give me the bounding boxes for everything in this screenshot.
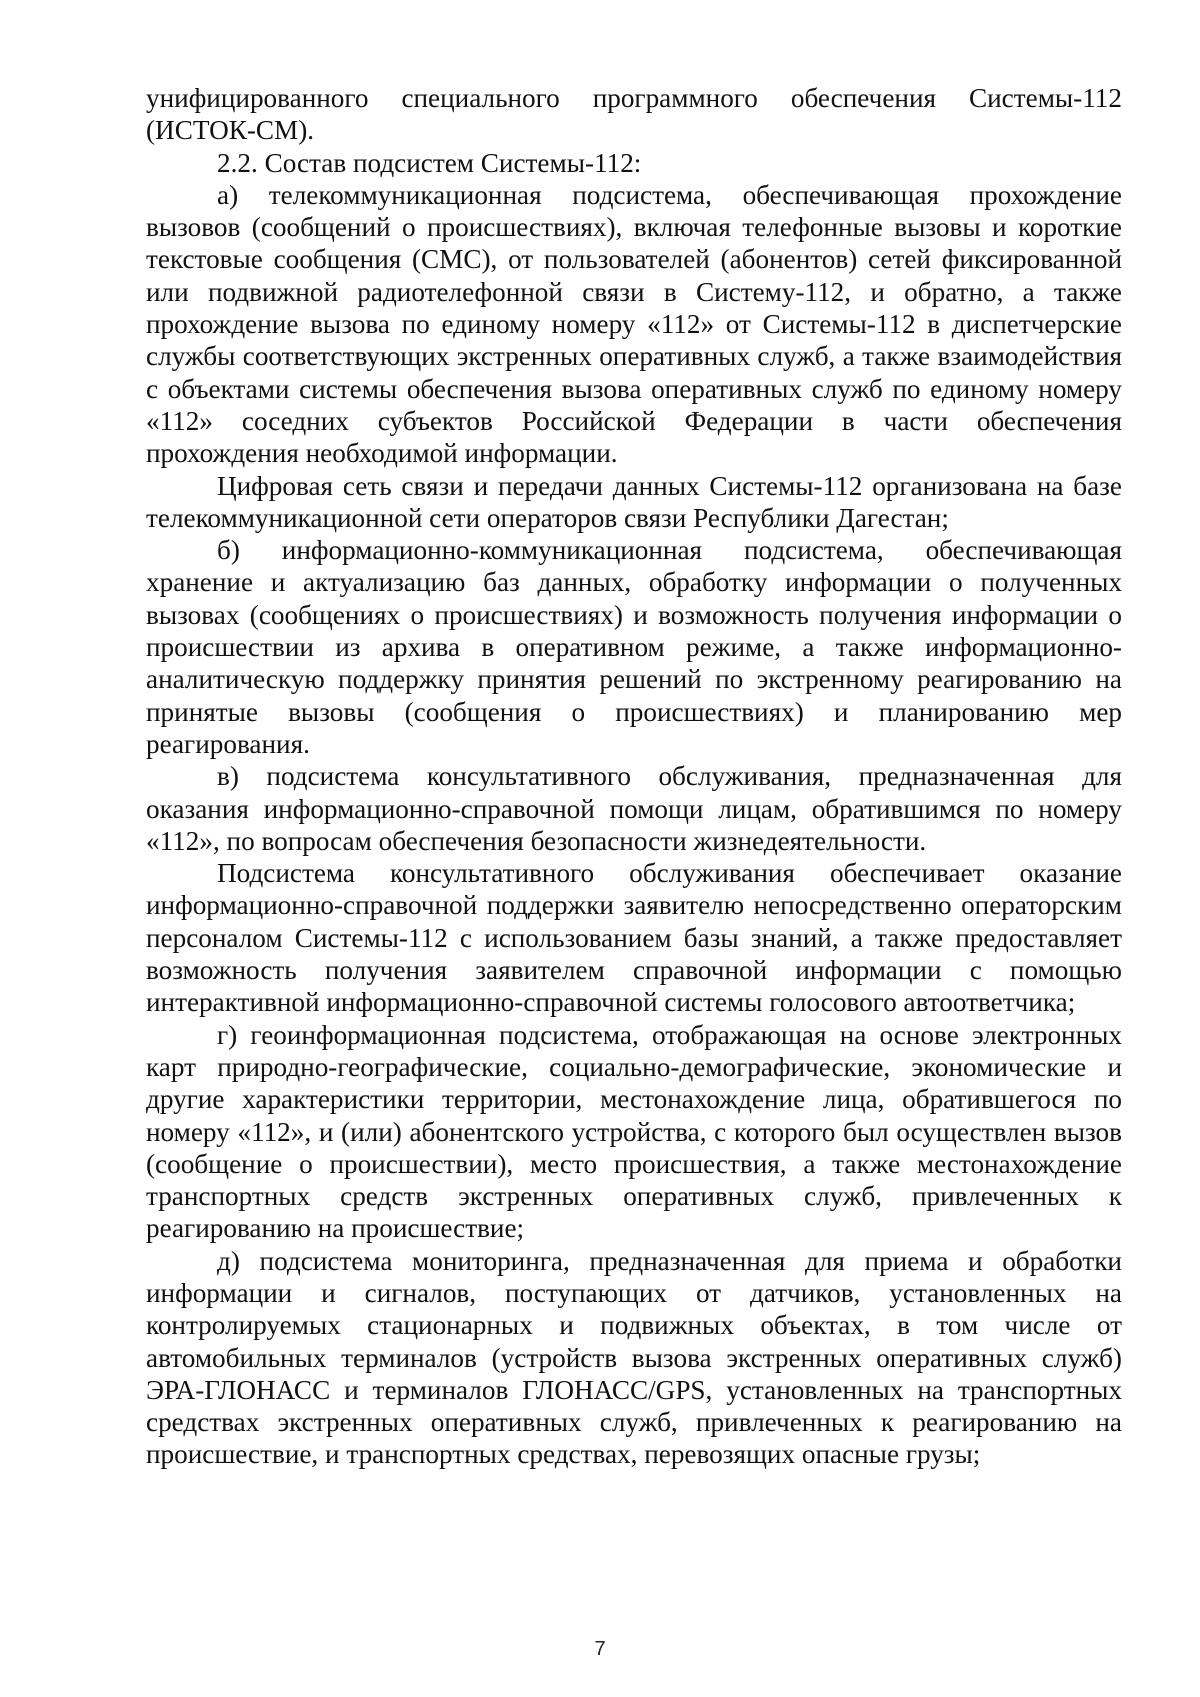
paragraph-5: б) информационно-коммуникационная подсистема, обеспечивающая хранение и актуализацию баз данных, обработку информации о полученных вызовах (сообщениях о происшествиях) и возможность получения информации о происшествии из архива в оперативном режиме, а также информационно-аналитическую поддержку принятия решений по экстренному реагированию на принятые вызовы (сообщения о происшествиях) и планированию мер реагирования. (146, 535, 1122, 759)
paragraph-4: Цифровая сеть связи и передачи данных Системы-112 организована на базе телекоммуникационной сети операторов связи Республики Дагестан; (146, 470, 1122, 533)
paragraph-8: г) геоинформационная подсистема, отображающая на основе электронных карт природно-географические, социально-демографические, экономические и другие характеристики территории, местонахождение лица, обратившегося по номеру «112», и (или) абонентского устройства, с которого был осуществлен вызов (сообщение о происшествии), место происшествия, а также местонахождение транспортных средств экстренных оперативных служб, привлеченных к реагированию на происшествие; (146, 1019, 1122, 1244)
paragraph-1: унифицированного специального программного обеспечения Системы-112 (ИСТОК-СМ). (146, 83, 1122, 146)
paragraph-3: а) телекоммуникационная подсистема, обеспечивающая прохождение вызовов (сообщений о происшествиях), включая телефонные вызовы и короткие текстовые сообщения (СМС), от пользователей (абонентов) сетей фиксированной или подвижной радиотелефонной связи в Систему-112, и обратно, а также прохождение вызова по единому номеру «112» от Системы-112 в диспетчерские службы соответствующих экстренных оперативных служб, а также взаимодействия с объектами системы обеспечения вызова оперативных служб по единому номеру «112» соседних субъектов Российской Федерации в части обеспечения прохождения необходимой информации. (146, 179, 1122, 469)
paragraph-9: д) подсистема мониторинга, предназначенная для приема и обработки информации и сигналов, поступающих от датчиков, установленных на контролируемых стационарных и подвижных объектах, в том числе от автомобильных терминалов (устройств вызова экстренных оперативных служб) ЭРА-ГЛОНАСС и терминалов ГЛОНАСС/GPS, установленных на транспортных средствах экстренных оперативных служб, привлеченных к реагированию на происшествие, и транспортных средствах, перевозящих опасные грузы; (146, 1245, 1122, 1470)
document-body (146, 82, 1122, 1471)
paragraph-2: 2.2. Состав подсистем Системы-112: (217, 147, 642, 178)
paragraph-6: в) подсистема консультативного обслуживания, предназначенная для оказания информационно-справочной помощи лицам, обратившимся по номеру «112», по вопросам обеспечения безопасности жизнедеятельности. (146, 761, 1122, 856)
page-number: 7 (594, 1638, 606, 1660)
paragraph-7: Подсистема консультативного обслуживания обеспечивает оказание информационно-справочной поддержки заявителю непосредственно операторским персоналом Системы-112 с использованием базы знаний, а также предоставляет возможность получения заявителем справочной информации с помощью интерактивной информационно-справочной системы голосового автоответчика; (146, 858, 1122, 1018)
